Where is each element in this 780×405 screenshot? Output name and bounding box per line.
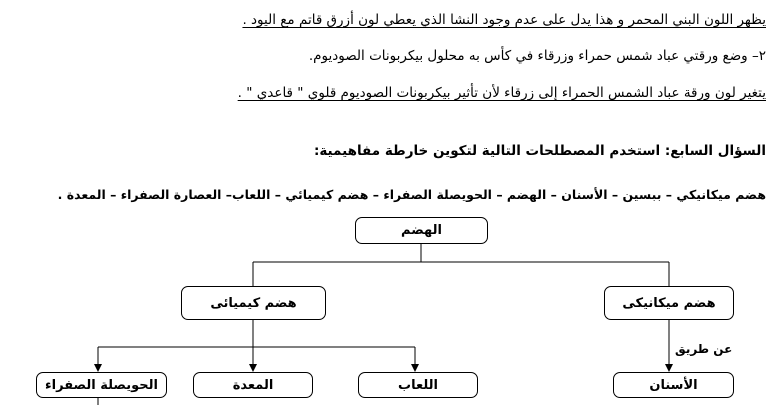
concept-stomach: المعدة <box>193 372 313 398</box>
concept-mechanical-digestion: هضم ميكانيكى <box>604 286 734 320</box>
link-label-by-means-of: عن طريق <box>675 342 733 356</box>
question-7-title: السؤال السابع: استخدم المصطلحات التالية لتكوين خارطة مفاهيمية: <box>313 143 766 159</box>
question-item-2: ٢– وضع ورقتي عباد شمس حمراء وزرقاء في كأس به محلول بيكربونات الصوديوم. <box>308 48 766 64</box>
concept-saliva: اللعاب <box>358 372 478 398</box>
concept-chemical-digestion: هضم كيميائى <box>181 286 326 320</box>
concept-gallbladder: الحويصلة الصفراء <box>36 372 167 398</box>
concept-root-digestion: الهضم <box>355 217 488 244</box>
concept-teeth: الأسنان <box>613 372 734 398</box>
answer-line-1: يظهر اللون البني المحمر و هذا يدل على عدم وجود النشا الذي يعطي لون أزرق قاتم مع اليود . <box>242 12 766 28</box>
terms-list: هضم ميكانيكي – ببسين – الأسنان – الهضم – الحويصلة الصفراء – هضم كيميائي – اللعاب– العصارة الصفراء – المعدة . <box>57 187 766 202</box>
answer-line-2: يتغير لون ورقة عباد الشمس الحمراء إلى زرقاء لأن تأثير بيكربونات الصوديوم قلوي " قاعدي " . <box>237 85 766 101</box>
